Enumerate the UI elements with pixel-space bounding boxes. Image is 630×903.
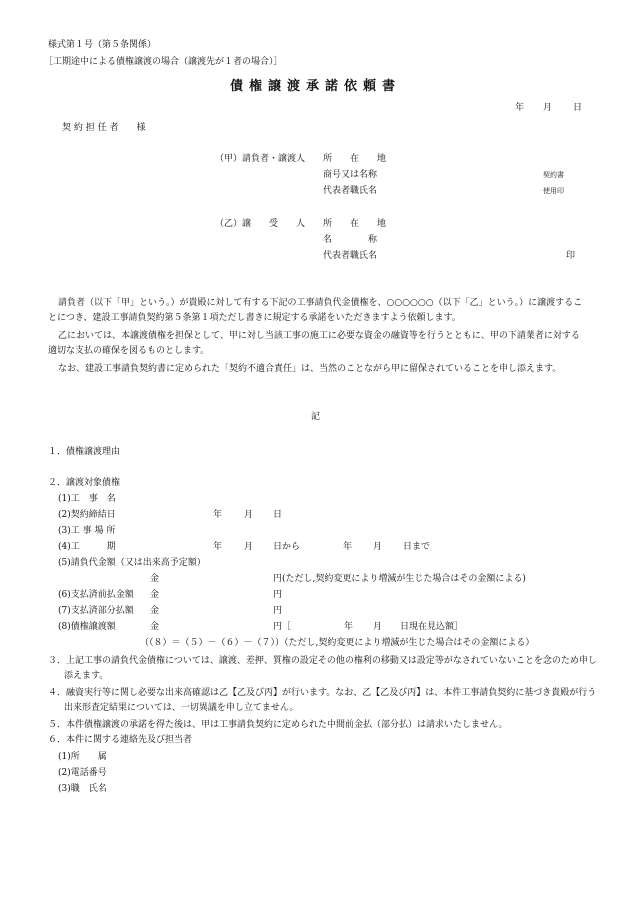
item-partial-paid: (7)支払済部分払額 bbox=[58, 606, 134, 616]
assigned-amount-year: 年 bbox=[344, 622, 354, 632]
formula-note: （（８）＝（５）－（６）－（７））（ただし,契約変更により増減が生じた場合はその金額による） bbox=[140, 638, 535, 648]
item-advance-paid: (6)支払済前払金額 bbox=[58, 590, 134, 600]
assigned-amount-note: 日現在見込額］ bbox=[400, 622, 464, 632]
period-start-day: 日から bbox=[273, 542, 301, 552]
contract-amount-kin: 金 bbox=[150, 574, 160, 584]
period-end-month: 月 bbox=[373, 542, 383, 552]
contact-person: (3)職 氏名 bbox=[58, 784, 107, 794]
section-contact: ６．本件に関する連絡先及び担当者 bbox=[48, 735, 193, 745]
section-target-claim: ２．譲渡対象債権 bbox=[48, 478, 121, 488]
party-a-seal-line1: 契約書 bbox=[543, 171, 564, 179]
contact-phone: (2)電話番号 bbox=[58, 768, 107, 778]
item-contract-date: (2)契約締結日 bbox=[58, 510, 116, 520]
item-assigned-amount: (8)債権譲渡額 bbox=[58, 622, 116, 632]
party-b-name-label: 名 称 bbox=[323, 235, 378, 245]
party-b-rep-label: 代表者職氏名 bbox=[323, 251, 378, 261]
ki-heading: 記 bbox=[311, 412, 321, 422]
partial-paid-kin: 金 bbox=[150, 606, 160, 616]
contract-amount-yen: 円(ただし,契約変更により増減が生じた場合はその金額による) bbox=[273, 574, 526, 584]
section-no-interim-payment: ５．本件債権譲渡の承諾を得た後は、甲は工事請負契約に定められた中間前金払（部分払）は請求いたしません。 bbox=[48, 720, 508, 730]
paragraph-assignee-duty: 乙においては、本譲渡債権を担保として、甲に対し当該工事の施工に必要な資金の融資等を行うとともに、甲の下請業者に対する適切な支払の確保を図るものとします。 bbox=[48, 331, 580, 356]
contract-date-day: 日 bbox=[273, 510, 283, 520]
contract-date-year: 年 bbox=[213, 510, 223, 520]
item-contract-amount: (5)請負代金額（又は出来高予定額） bbox=[58, 558, 206, 568]
item-project-name: (1)工 事 名 bbox=[58, 494, 116, 504]
partial-paid-yen: 円 bbox=[273, 606, 283, 616]
assigned-amount-yen: 円［ bbox=[273, 622, 292, 632]
party-b-seal: 印 bbox=[566, 251, 576, 261]
paragraph-request: 請負者（以下「甲」という。）が貴殿に対して有する下記の工事請負代金債権を、○○○○○○（以下「乙」という。）に譲渡することにつき、建設工事請負契約第５条第１項ただし書きに規定する承諾をいただきますよう依頼します。 bbox=[48, 298, 583, 323]
party-a-role: （甲）請負者・譲渡人 bbox=[215, 154, 306, 164]
party-a-seal-line2: 使用印 bbox=[543, 187, 564, 195]
date-year: 年 bbox=[515, 103, 525, 113]
party-b-address-label: 所 在 地 bbox=[323, 219, 387, 229]
party-a-name-label: 商号又は名称 bbox=[323, 170, 378, 180]
section-progress-check: ４．融資実行等に関し必要な出来高確認は乙【乙及び丙】が行います。なお、乙【乙及び丙】は、本件工事請負契約に基づき貴殿が行う出来形査定結果については、一切異議を申し立てません。 bbox=[48, 688, 597, 713]
advance-paid-kin: 金 bbox=[150, 590, 160, 600]
section-reason: １．債権譲渡理由 bbox=[48, 447, 121, 457]
assigned-amount-kin: 金 bbox=[150, 622, 160, 632]
contact-department: (1)所 属 bbox=[58, 752, 107, 762]
period-end-day: 日まで bbox=[403, 542, 431, 552]
party-b-role: （乙）譲 受 人 bbox=[215, 219, 306, 229]
date-month: 月 bbox=[543, 103, 553, 113]
form-number: 様式第１号（第５条関係） bbox=[48, 40, 157, 50]
period-end-year: 年 bbox=[343, 542, 353, 552]
advance-paid-yen: 円 bbox=[273, 590, 283, 600]
period-start-month: 月 bbox=[244, 542, 254, 552]
document-title: 債権譲渡承諾依頼書 bbox=[230, 79, 402, 94]
case-note: ［工期途中による債権譲渡の場合（譲渡先が１者の場合）］ bbox=[44, 57, 283, 67]
assigned-amount-month: 月 bbox=[373, 622, 383, 632]
item-period: (4)工 期 bbox=[58, 542, 116, 552]
party-a-address-label: 所 在 地 bbox=[323, 154, 387, 164]
section-no-encumbrance: ３．上記工事の請負代金債権については、譲渡、差押、質権の設定その他の権利の移動又は設定等がなされていないことを念のため申し添えます。 bbox=[48, 656, 597, 681]
addressee: 契 約 担 任 者 様 bbox=[62, 123, 146, 133]
date-day: 日 bbox=[573, 103, 583, 113]
contract-date-month: 月 bbox=[244, 510, 254, 520]
period-start-year: 年 bbox=[213, 542, 223, 552]
paragraph-liability-note: なお、建設工事請負契約書に定められた「契約不適合責任」は、当然のことながら甲に留保されていることを申し添えます。 bbox=[58, 364, 562, 374]
party-a-rep-label: 代表者職氏名 bbox=[323, 186, 378, 196]
item-site: (3)工 事 場 所 bbox=[58, 526, 116, 536]
